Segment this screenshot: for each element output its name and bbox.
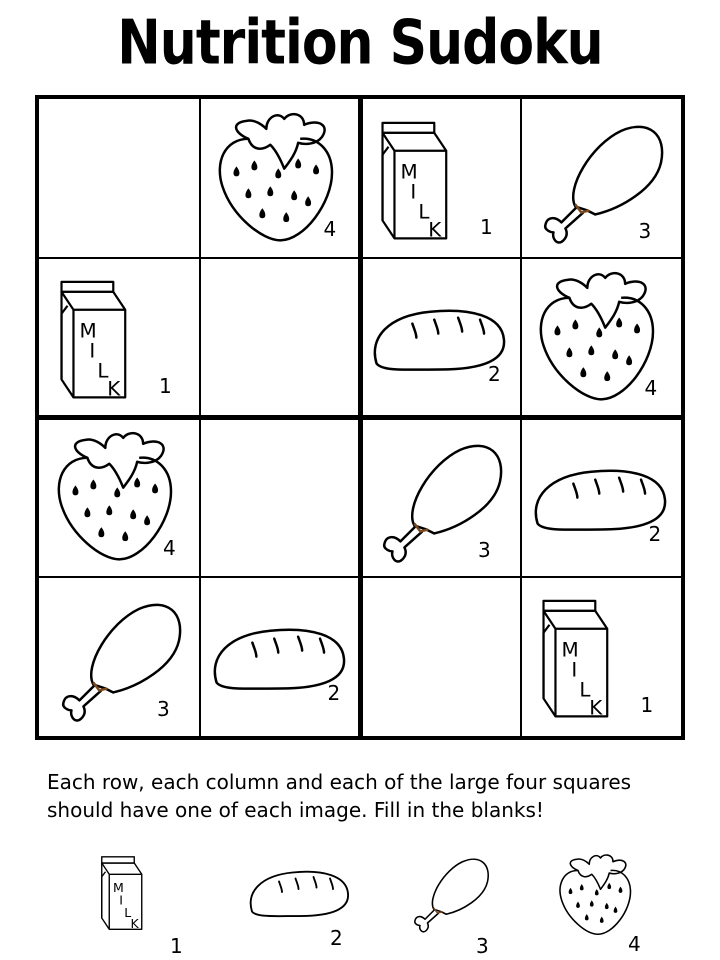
svg-text:L: L — [418, 200, 430, 224]
sudoku-blank-cell[interactable] — [39, 99, 200, 258]
svg-text:K: K — [107, 377, 121, 401]
svg-text:L: L — [124, 904, 132, 920]
svg-text:K: K — [130, 916, 139, 931]
sudoku-blank-cell[interactable] — [200, 258, 361, 417]
box-divider-horizontal — [39, 415, 681, 420]
chicken-drumstick-icon — [521, 99, 682, 258]
key-number: 1 — [170, 934, 183, 958]
sudoku-cell — [521, 418, 682, 577]
bread-loaf-icon — [360, 258, 521, 417]
svg-text:I: I — [119, 892, 123, 908]
milk-carton-icon — [521, 577, 682, 736]
bread-loaf-icon — [200, 577, 361, 736]
svg-text:M: M — [560, 638, 579, 662]
image-key — [0, 840, 720, 960]
bread-loaf-icon — [240, 862, 360, 932]
cell-number: 1 — [640, 692, 654, 717]
sudoku-cell — [360, 258, 521, 417]
svg-text:I: I — [410, 180, 417, 204]
key-item — [400, 848, 500, 958]
sudoku-cell — [521, 258, 682, 417]
svg-text:L: L — [578, 678, 590, 702]
svg-text:K: K — [588, 696, 602, 720]
cell-number: 3 — [157, 696, 170, 721]
cell-number: 4 — [323, 217, 337, 241]
sudoku-cell — [39, 577, 200, 736]
sudoku-cell — [360, 418, 521, 577]
instructions-text: Each row, each column and each of the large four squares should have one of each image. Fill in the blanks! — [47, 770, 632, 822]
key-number: 3 — [476, 934, 489, 958]
sudoku-cell — [39, 258, 200, 417]
grid-line-vertical — [520, 99, 522, 736]
chicken-drumstick-icon — [360, 418, 521, 577]
cell-number: 1 — [480, 215, 493, 239]
sudoku-cell — [521, 577, 682, 736]
milk-carton-icon — [360, 99, 521, 258]
svg-text:M: M — [79, 319, 97, 343]
key-item — [88, 848, 188, 958]
cell-number: 4 — [163, 535, 176, 560]
sudoku-cell — [200, 99, 361, 258]
key-item — [548, 848, 648, 956]
cell-number: 3 — [478, 537, 491, 562]
chicken-drumstick-icon — [39, 577, 200, 736]
bread-loaf-icon — [521, 418, 682, 577]
sudoku-cell — [521, 99, 682, 258]
svg-text:I: I — [570, 658, 577, 682]
cell-number: 2 — [648, 521, 662, 546]
sudoku-blank-cell[interactable] — [360, 577, 521, 736]
svg-text:M: M — [113, 879, 124, 895]
sudoku-cell — [360, 99, 521, 258]
sudoku-cell — [200, 577, 361, 736]
milk-carton-icon — [39, 258, 200, 417]
cell-number: 2 — [327, 680, 341, 705]
key-number: 4 — [628, 932, 641, 956]
key-item — [240, 862, 360, 950]
sudoku-cell — [39, 418, 200, 577]
sudoku-board — [35, 95, 685, 740]
svg-text:I: I — [89, 339, 96, 363]
page-title: Nutrition Sudoku — [117, 8, 603, 79]
cell-number: 3 — [638, 219, 652, 243]
sudoku-blank-cell[interactable] — [200, 418, 361, 577]
cell-number: 4 — [644, 376, 658, 401]
key-number: 2 — [330, 926, 343, 950]
svg-text:M: M — [400, 160, 418, 184]
svg-text:K: K — [428, 218, 442, 242]
grid-line-horizontal — [39, 576, 681, 578]
cell-number: 2 — [488, 362, 501, 387]
svg-text:L: L — [97, 359, 109, 383]
cell-number: 1 — [159, 374, 172, 399]
